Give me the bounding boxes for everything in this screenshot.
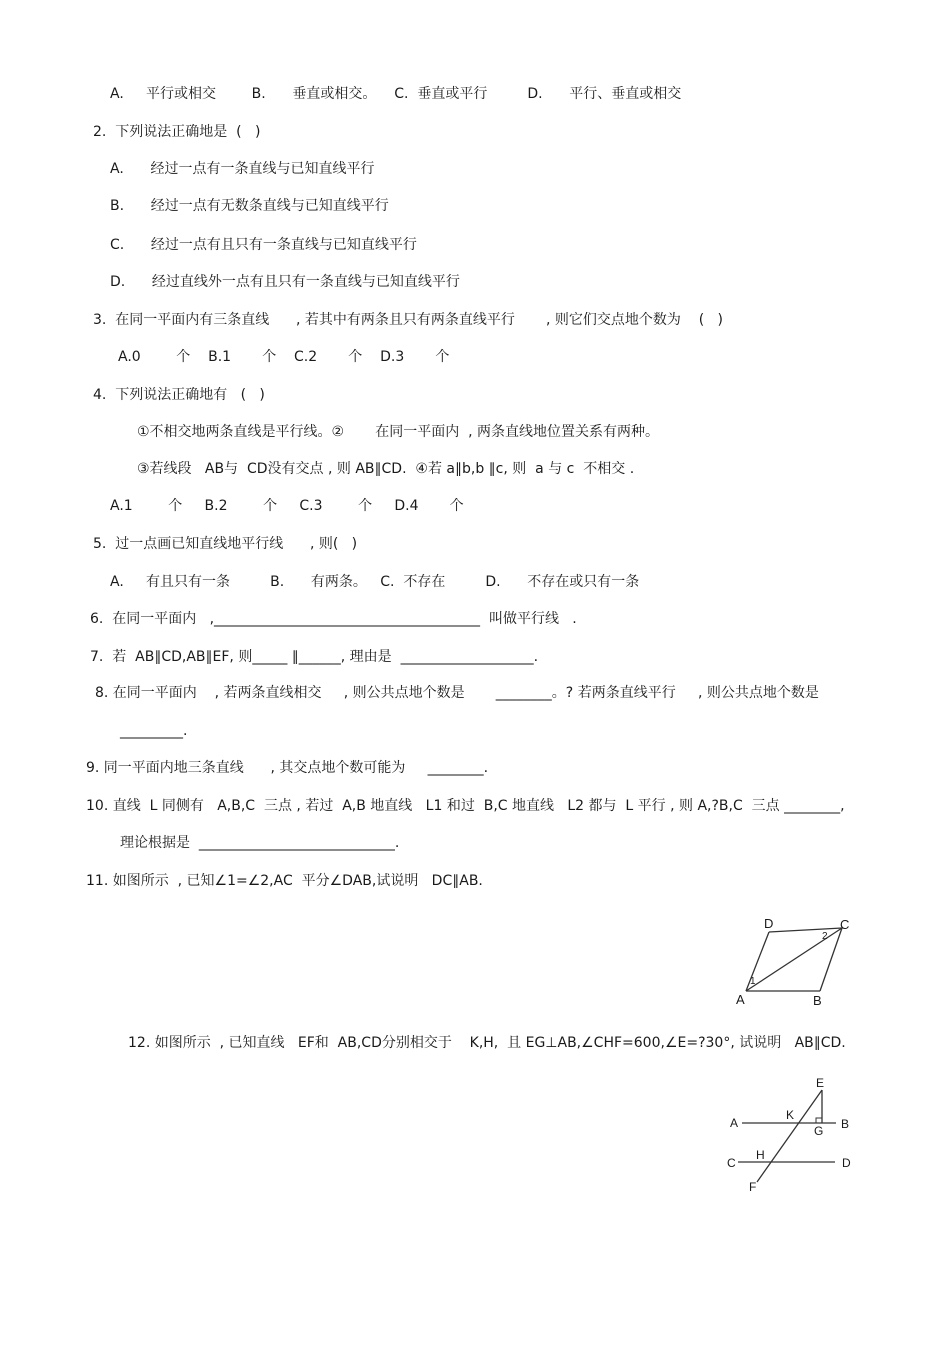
right-angle-mark bbox=[816, 1118, 822, 1123]
q5-stem: 5. 过一点画已知直线地平行线 , 则( ) bbox=[93, 536, 358, 552]
diagonal-ac bbox=[746, 928, 842, 991]
label-f: F bbox=[749, 1180, 757, 1194]
q2-option-a: A. 经过一点有一条直线与已知直线平行 bbox=[110, 161, 375, 177]
q11: 11. 如图所示 , 已知∠1=∠2,AC 平分∠DAB,试说明 DC∥AB. bbox=[86, 873, 483, 889]
label-a: A bbox=[736, 992, 745, 1007]
label-b: B bbox=[841, 1117, 850, 1131]
figure-11-parallelogram bbox=[725, 908, 865, 1013]
label-b: B bbox=[813, 993, 822, 1008]
q10: 10. 直线 L 同侧有 A,B,C 三点 , 若过 A,B 地直线 L1 和过 B,C 地直线 L2 都与 L 平行 , 则 A,?B,C 三点 ________, bbox=[86, 798, 845, 814]
segment-dc bbox=[769, 928, 842, 932]
angle-label-2: 2 bbox=[822, 931, 828, 942]
line-ef bbox=[757, 1090, 822, 1182]
q5-options: A. 有且只有一条 B. 有两条。 C. 不存在 D. 不存在或只有一条 bbox=[110, 574, 640, 590]
q12: 12. 如图所示 , 已知直线 EF和 AB,CD分别相交于 K,H, 且 EG⊥AB,∠CHF=600,∠E=?30°, 试说明 AB∥CD. bbox=[128, 1035, 846, 1051]
figure-12-transversal bbox=[720, 1070, 860, 1200]
label-g: G bbox=[814, 1124, 824, 1138]
label-e: E bbox=[816, 1076, 825, 1090]
q4-statement-2: ③若线段 AB与 CD没有交点 , 则 AB∥CD. ④若 a∥b,b ∥c, 则 a 与 c 不相交 . bbox=[137, 461, 635, 477]
label-c: C bbox=[840, 917, 850, 932]
q2-option-c: C. 经过一点有且只有一条直线与已知直线平行 bbox=[110, 237, 417, 253]
q6: 6. 在同一平面内 ,______________________________________ 叫做平行线 . bbox=[90, 611, 577, 627]
q3-options: A.0 个 B.1 个 C.2 个 D.3 个 bbox=[118, 349, 450, 365]
q8: 8. 在同一平面内 , 若两条直线相交 , 则公共点地个数是 ________。? 若两条直线平行 , 则公共点地个数是 bbox=[95, 685, 819, 701]
q1-options: A. 平行或相交 B. 垂直或相交。 C. 垂直或平行 D. 平行、垂直或相交 bbox=[110, 86, 682, 102]
label-d: D bbox=[842, 1156, 851, 1170]
q4-statement-1: ①不相交地两条直线是平行线。② 在同一平面内 , 两条直线地位置关系有两种。 bbox=[137, 424, 660, 440]
q8-continued: _________. bbox=[120, 723, 188, 739]
label-d: D bbox=[764, 916, 774, 931]
angle-label-1: 1 bbox=[750, 976, 756, 987]
q2-option-b: B. 经过一点有无数条直线与已知直线平行 bbox=[110, 198, 389, 214]
q7: 7. 若 AB∥CD,AB∥EF, 则_____ ∥______, 理由是 ___________________. bbox=[90, 649, 539, 665]
q10-continued: 理论根据是 ____________________________. bbox=[120, 835, 400, 851]
q2-stem: 2. 下列说法正确地是 ( ) bbox=[93, 124, 261, 140]
label-a: A bbox=[730, 1116, 739, 1130]
label-h: H bbox=[756, 1148, 765, 1162]
q4-options: A.1 个 B.2 个 C.3 个 D.4 个 bbox=[110, 498, 464, 514]
q2-option-d: D. 经过直线外一点有且只有一条直线与已知直线平行 bbox=[110, 274, 460, 290]
label-c: C bbox=[727, 1156, 736, 1170]
q3-stem: 3. 在同一平面内有三条直线 , 若其中有两条且只有两条直线平行 , 则它们交点地个数为 ( ) bbox=[93, 312, 723, 328]
q4-stem: 4. 下列说法正确地有 ( ) bbox=[93, 387, 265, 403]
q9: 9. 同一平面内地三条直线 , 其交点地个数可能为 ________. bbox=[86, 760, 489, 776]
label-k: K bbox=[786, 1108, 795, 1122]
